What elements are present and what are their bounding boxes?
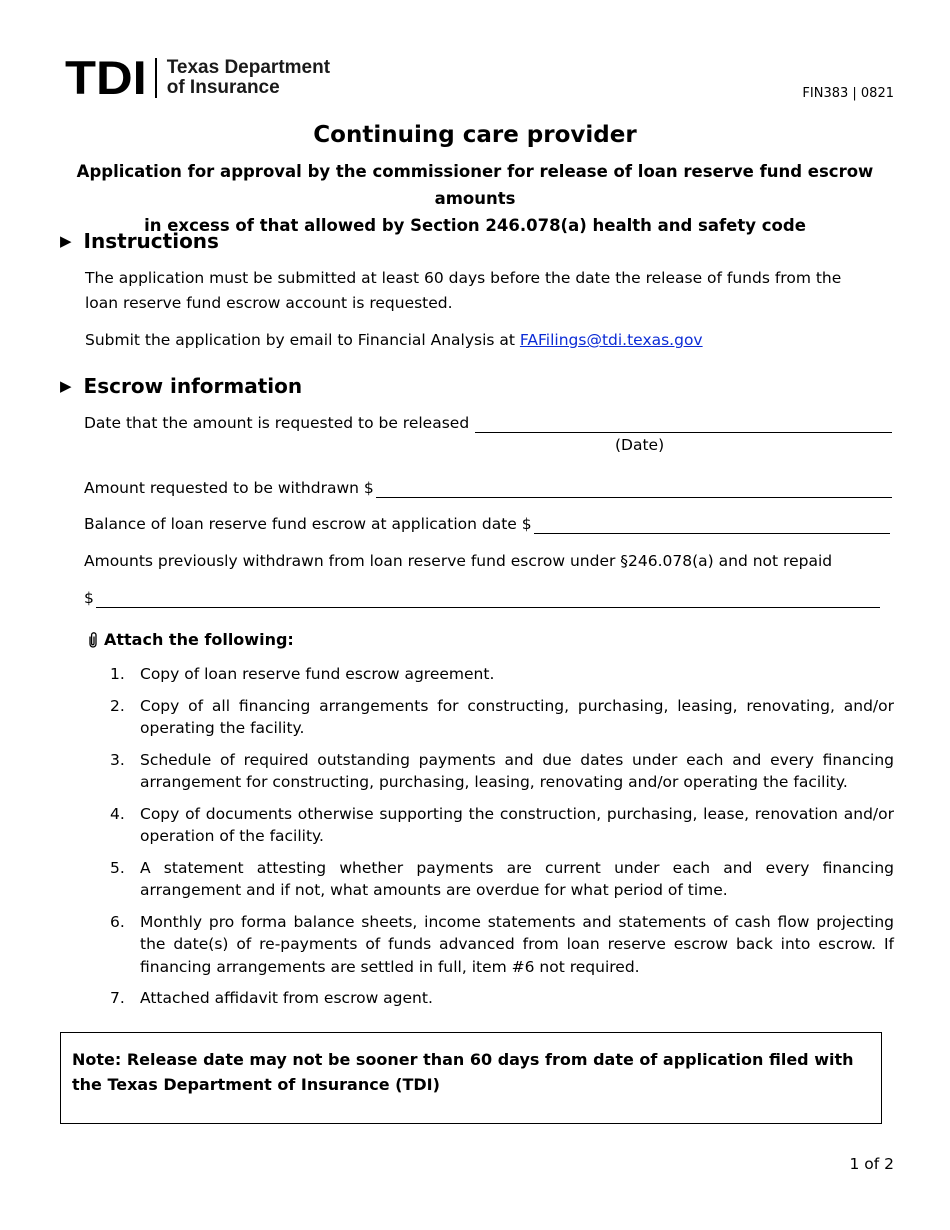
- page-subtitle: [40, 158, 910, 239]
- list-item: [110, 857, 894, 902]
- previous-withdrawn-dollar: $: [84, 589, 94, 607]
- previous-withdrawn-label-row: [84, 551, 892, 571]
- previous-withdrawn-input-line[interactable]: [96, 591, 880, 608]
- previous-withdrawn-field: [84, 588, 880, 608]
- list-item: [110, 663, 894, 686]
- list-item-text: Copy of documents otherwise supporting the construction, purchasing, lease, renovation and/or operation of the facility.: [140, 804, 894, 845]
- triangle-right-icon: ▶: [60, 232, 72, 250]
- list-item-number: 1.: [110, 665, 125, 683]
- subtitle-line-2: in excess of that allowed by Section 246.078(a) health and safety code: [144, 216, 806, 235]
- attach-heading: [86, 630, 294, 649]
- balance-label: Balance of loan reserve fund escrow at application date $: [84, 515, 532, 533]
- instructions-line-1: The application must be submitted at least 60 days before the date the release of funds from the: [85, 269, 842, 287]
- logo-agency-name: [167, 58, 330, 98]
- instructions-line-2: loan reserve fund escrow account is requested.: [85, 294, 453, 312]
- escrow-heading-label: Escrow information: [83, 374, 303, 398]
- tdi-logo: [65, 51, 331, 104]
- list-item-number: 7.: [110, 989, 125, 1007]
- instructions-paragraph: [85, 266, 845, 316]
- list-item-number: 4.: [110, 804, 125, 823]
- note-box: [60, 1032, 882, 1124]
- escrow-heading: [60, 374, 302, 398]
- submit-text: Submit the application by email to Financial Analysis at: [85, 331, 515, 349]
- list-item: [110, 695, 894, 740]
- list-item-number: 5.: [110, 858, 125, 877]
- previous-withdrawn-label: Amounts previously withdrawn from loan reserve fund escrow under §246.078(a) and not repaid: [84, 552, 833, 570]
- amount-withdrawn-label: Amount requested to be withdrawn $: [84, 479, 374, 497]
- amount-withdrawn-input-line[interactable]: [376, 481, 892, 498]
- subtitle-line-1: Application for approval by the commissioner for release of loan reserve fund escrow amounts: [76, 162, 874, 208]
- list-item: [110, 749, 894, 794]
- list-item-text: Attached affidavit from escrow agent.: [140, 989, 433, 1007]
- logo-line-1: Texas Department: [166, 57, 331, 78]
- list-item: [110, 987, 894, 1010]
- instructions-heading-label: Instructions: [83, 229, 219, 253]
- instructions-heading: [60, 229, 219, 253]
- list-item-number: 2.: [110, 696, 125, 715]
- date-sublabel: (Date): [615, 436, 665, 454]
- balance-field: [84, 514, 890, 534]
- triangle-right-icon: ▶: [60, 377, 72, 395]
- page-number: 1 of 2: [849, 1155, 894, 1173]
- list-item-number: 6.: [110, 912, 125, 931]
- list-item-text: Schedule of required outstanding payments and due dates under each and every financing arrangement for constructing, purchasing, leasing, renovating and/or operating the facility.: [140, 750, 894, 791]
- logo-line-2: of Insurance: [166, 77, 280, 98]
- email-link[interactable]: FAFilings@tdi.texas.gov: [519, 331, 703, 349]
- list-item-text: Monthly pro forma balance sheets, income statements and statements of cash flow projecting the date(s) of re-payments of funds advanced from loan reserve escrow back into escrow. If financing arrangements are settled in full, item #6 not required.: [140, 912, 894, 976]
- list-item-text: Copy of all financing arrangements for constructing, purchasing, leasing, renovating, and/or operating the facility.: [140, 696, 894, 737]
- page-title: Continuing care provider: [313, 122, 637, 148]
- list-item-number: 3.: [110, 750, 125, 769]
- release-date-label: Date that the amount is requested to be released: [84, 414, 470, 432]
- logo-mark: TDI: [65, 51, 147, 104]
- list-item-text: A statement attesting whether payments are current under each and every financing arrangement and if not, what amounts are overdue for what period of time.: [140, 858, 894, 899]
- logo-divider: [155, 58, 157, 98]
- balance-input-line[interactable]: [534, 517, 890, 534]
- list-item: [110, 803, 894, 848]
- release-date-input-line[interactable]: [475, 416, 892, 433]
- attach-heading-label: Attach the following:: [104, 630, 294, 649]
- list-item: [110, 911, 894, 979]
- form-id: FIN383 | 0821: [802, 86, 894, 101]
- amount-withdrawn-field: [84, 478, 892, 498]
- list-item-text: Copy of loan reserve fund escrow agreement.: [140, 665, 495, 683]
- attachments-list: [110, 663, 894, 1019]
- release-date-field: [84, 413, 892, 433]
- submit-paragraph: [85, 328, 845, 353]
- paperclip-icon: [86, 631, 100, 649]
- note-text: Note: Release date may not be sooner than 60 days from date of application filed with the Texas Department of Insurance (TDI): [72, 1050, 854, 1094]
